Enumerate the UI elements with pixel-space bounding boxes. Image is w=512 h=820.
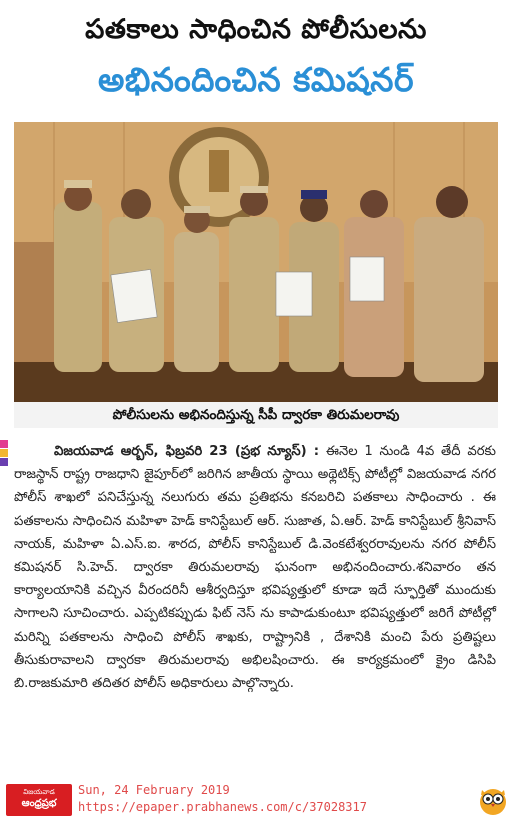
footer-url-link[interactable]: https://epaper.prabhanews.com/c/37028317 bbox=[78, 800, 367, 814]
article-text: ఈనెల 1 నుండి 4వ తేదీ వరకు రాజస్థాన్ రాష్ట్ర రాజధాని జైపూర్‌లో జరిగిన జాతీయ స్థాయి అథ్లెటిక్స్ పోటీల్లో విజయవాడ నగర పోలీస్ శాఖలో పనిచేస్తున్న నలుగురు తమ ప్రతిభను కనబరిచి పతకాలు సాధించారు . ఈ పతకాలను సాధించిన మహిళా హెడ్ కానిస్టేబుల్ ఆర్. సుజాత, ఏ.ఆర్. హెడ్ కానిస్టేబుల్ శ్రీనివాస్ నాయక్, మహిళా ఏ.ఎస్.ఐ. శారద, పోలీస్ కానిస్టేబుల్ డి.వెంకటేశ్వరరావులను నగర పోలీస్ కమిషనర్ సి.హెచ్. ద్వారకా తిరుమలరావు ఘనంగా అభినందించారు.శనివారం తన కార్యాలయానికి వచ్చిన వీరందరినీ ఆశీర్వదిస్తూ భవిష్యత్తులో కూడా ఇదే స్ఫూర్తితో ముందుకు సాగాలని సూచించారు. ఎప్పటికప్పుడు ఫిట్ నెస్ ను కాపాడుకుంటూ భవిష్యత్తులో జరిగే పోటీల్లో మరిన్ని పతకాలను సాధించి పోలీస్ శాఖకు, రాష్ట్రానికి , దేశానికి మంచి పేరు ప్రతిష్టలు తీసుకురావాలని ద్వారకా తిరుమలరావు అభిలషించారు. ఈ కార్యక్రమంలో క్రైం డిసిపి బి.రాజకుమారి తదితర పోలీస్ అధికారులు పాల్గొన్నారు. bbox=[14, 444, 496, 692]
news-photo bbox=[14, 122, 498, 402]
headline-line-2: అభినందించిన కమిషనర్ bbox=[97, 60, 415, 99]
owl-icon bbox=[478, 782, 508, 816]
article-body bbox=[14, 440, 496, 695]
headline-line-1: పతకాలు సాధించిన పోలీసులను bbox=[85, 14, 427, 45]
photo-caption: పోలీసులను అభినందిస్తున్న సీపీ ద్వారకా తిరుమలరావు bbox=[14, 402, 498, 428]
logo-edition: విజయవాడ bbox=[23, 788, 55, 796]
footer-date: Sun, 24 February 2019 bbox=[78, 783, 230, 797]
side-color-marker bbox=[0, 440, 8, 474]
newspaper-logo bbox=[6, 784, 72, 816]
article-lead: విజయవాడ ఆర్బన్, ఫిబ్రవరి 23 (ప్రభ న్యూస్) : bbox=[54, 444, 320, 459]
logo-name: ఆంధ్రప్రభ bbox=[21, 798, 57, 809]
